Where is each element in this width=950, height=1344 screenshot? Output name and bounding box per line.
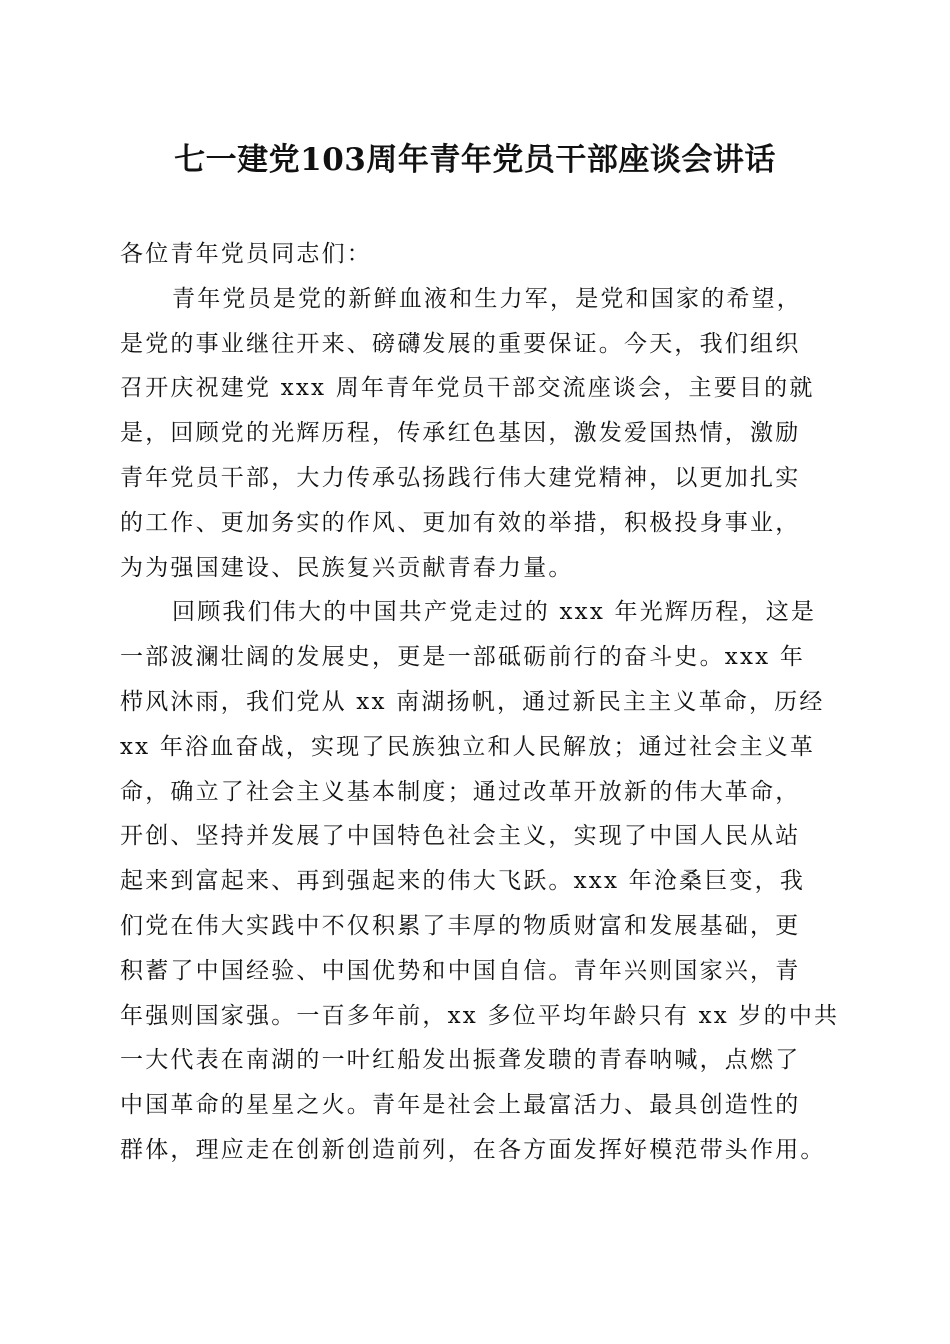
paragraph-line: 群体，理应走在创新创造前列，在各方面发挥好模范带头作用。: [120, 1136, 826, 1163]
salutation: 各位青年党员同志们：: [120, 241, 372, 267]
paragraph-line: 年强则国家强。一百多年前，xx 多位平均年龄只有 xx 岁的中共: [120, 1002, 840, 1029]
paragraph-1: [120, 277, 825, 591]
paragraph-line: 是党的事业继往开来、磅礴发展的重要保证。今天，我们组织: [120, 330, 801, 357]
paragraph-line: 积蓄了中国经验、中国优势和中国自信。青年兴则国家兴，青: [120, 957, 801, 984]
paragraph-line: 栉风沐雨，我们党从 xx 南湖扬帆，通过新民主主义革命，历经: [120, 688, 825, 715]
paragraph-line: 开创、坚持并发展了中国特色社会主义，实现了中国人民从站: [120, 823, 801, 850]
paragraph-line: 一部波澜壮阔的发展史，更是一部砥砺前行的奋斗史。xxx 年: [120, 644, 806, 671]
paragraph-line: 为为强国建设、民族复兴贡献青春力量。: [120, 554, 574, 581]
paragraph-line: 的工作、更加务实的作风、更加有效的举措，积极投身事业，: [120, 509, 801, 536]
paragraph-line: 召开庆祝建党 xxx 周年青年党员干部交流座谈会，主要目的就: [120, 375, 815, 402]
paragraph-line: xx 年浴血奋战，实现了民族独立和人民解放；通过社会主义革: [120, 733, 816, 760]
paragraph-line: 起来到富起来、再到强起来的伟大飞跃。xxx 年沧桑巨变，我: [120, 868, 806, 895]
paragraph-line: 青年党员干部，大力传承弘扬践行伟大建党精神，以更加扎实: [120, 464, 801, 491]
paragraph-line: 一大代表在南湖的一叶红船发出振聋发聩的青春呐喊，点燃了: [120, 1047, 801, 1074]
paragraph-line: 回顾我们伟大的中国共产党走过的 xxx 年光辉历程，这是: [172, 599, 817, 626]
paragraph-line: 命，确立了社会主义基本制度；通过改革开放新的伟大革命，: [120, 778, 801, 805]
document-title: 七一建党103周年青年党员干部座谈会讲话: [174, 142, 776, 178]
paragraph-line: 中国革命的星星之火。青年是社会上最富活力、最具创造性的: [120, 1092, 801, 1119]
paragraph-2: [120, 590, 840, 1172]
document-body: [120, 232, 840, 1173]
paragraph-line: 青年党员是党的新鲜血液和生力军，是党和国家的希望，: [172, 285, 802, 312]
paragraph-line: 们党在伟大实践中不仅积累了丰厚的物质财富和发展基础，更: [120, 912, 801, 939]
paragraph-line: 是，回顾党的光辉历程，传承红色基因，激发爱国热情，激励: [120, 420, 801, 447]
